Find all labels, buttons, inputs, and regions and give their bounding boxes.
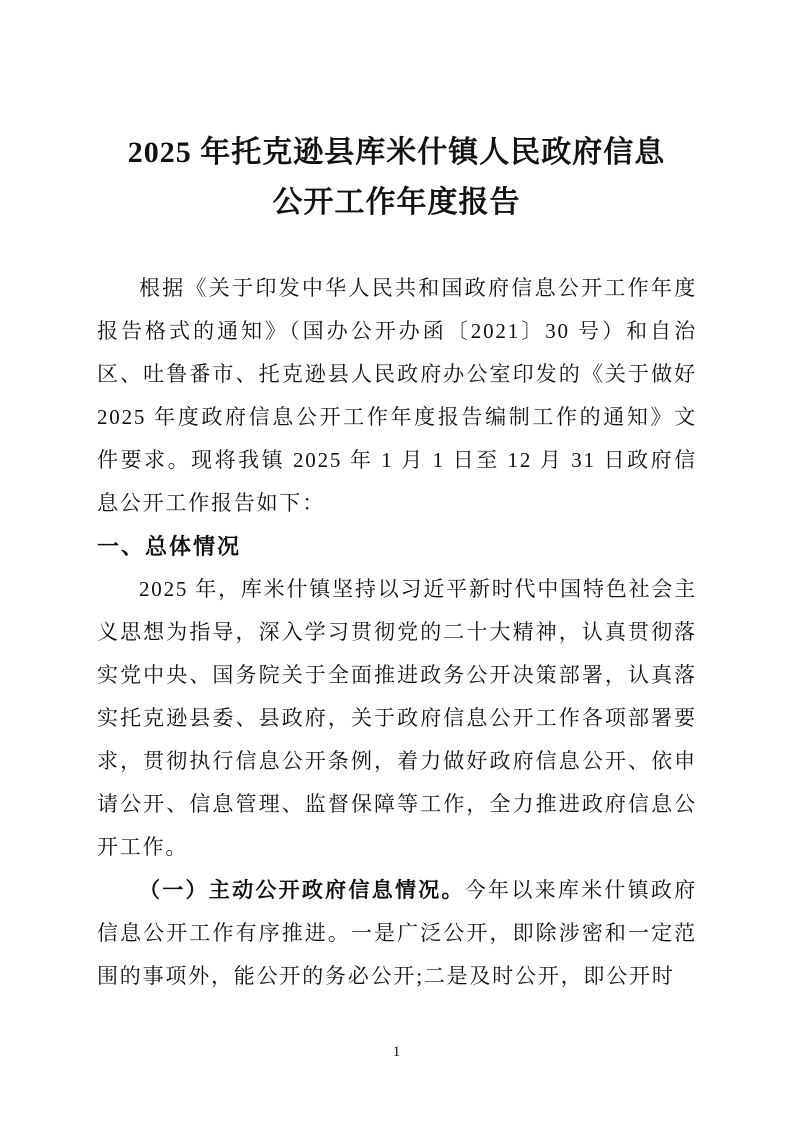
paragraph-overview: 2025 年，库米什镇坚持以习近平新时代中国特色社会主义思想为指导，深入学习贯彻党的二十大精神，认真贯彻落实党中央、国务院关于全面推进政务公开决策部署，认真落实托克逊县委、县政府，关于政府信息公开工作各项部署要求，贯彻执行信息公开条例，着力做好政府信息公开、依申请公开、信息管理、监督保障等工作，全力推进政府信息公开工作。 (97, 577, 697, 859)
paragraph-lead-bold: （一）主动公开政府信息情况。 (139, 878, 465, 902)
section-heading-overall-situation: 一、总体情况 (97, 534, 242, 559)
document-title: 2025 年托克逊县库米什镇人民政府信息公开工作年度报告 (127, 136, 666, 219)
document-body (97, 267, 697, 998)
paragraph-proactive-disclosure (97, 869, 697, 998)
page-number: 1 (392, 1044, 401, 1060)
paragraph-text: 今年以来库米什镇政府信息公开工作有序推进。一是广泛公开，即除涉密和一定范围的事项外，能公开的务必公开;二是及时公开，即公开时 (97, 878, 698, 988)
paragraph-basis: 根据《关于印发中华人民共和国政府信息公开工作年度报告格式的通知》（国办公开办函〔2021〕30 号）和自治区、吐鲁番市、托克逊县人民政府办公室印发的《关于做好 2025 年度政府信息公开工作年度报告编制工作的通知》文件要求。现将我镇 2025 年 1 月 1 日至 12 月 31 日政府信息公开工作报告如下： (97, 276, 697, 515)
